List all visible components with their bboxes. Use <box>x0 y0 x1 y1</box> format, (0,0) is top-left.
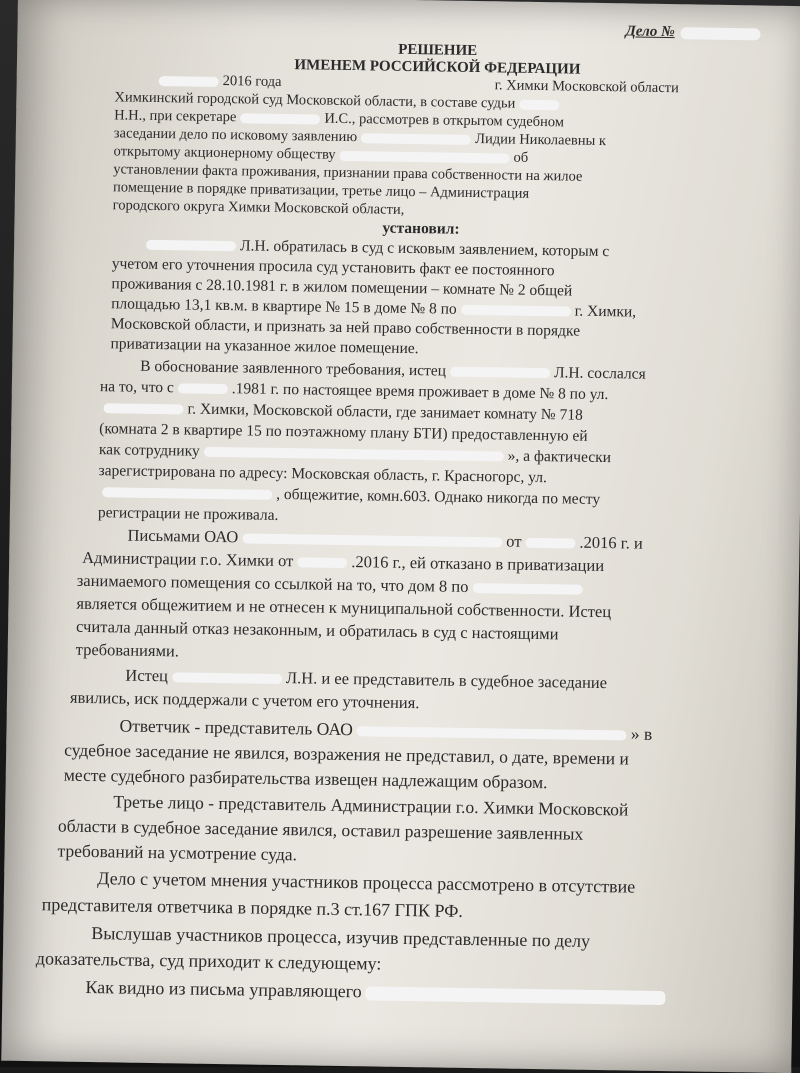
redaction <box>681 27 761 40</box>
p5-line-1: Ответчик - представитель ОАО » в <box>119 715 653 744</box>
redaction <box>297 557 347 568</box>
p3-line-6: требованиями. <box>75 639 180 661</box>
intro-line-5: установлении факта проживания, признании права собственности на жилое <box>113 161 583 185</box>
redaction <box>340 151 510 164</box>
p2-line-4: (комната 2 в квартире 15 по поэтажному плану БТИ) предоставленную ей <box>99 420 588 445</box>
intro-line-7: городского округа Химки Московской области, <box>112 197 405 218</box>
p2-line-1: В обоснование заявленного требования, истец Л.Н. сослался <box>140 357 646 383</box>
p8-line-1: Выслушав участников процесса, изучив представленные по делу <box>91 923 591 951</box>
case-number: Дело № <box>625 23 760 42</box>
p1-line-3: проживания с 28.10.1981 г. в жилом помещении – комнате № 2 общей <box>111 275 573 300</box>
p6-line-2: области в судебное заседание явился, оставил разрешение заявленных <box>57 815 584 844</box>
redaction <box>103 404 183 415</box>
p2-line-3: г. Химки, Московской области, где занимает комнату № 718 <box>99 399 583 425</box>
p5-line-2: судебное заседание не явился, возражения не представил, о дате, времени и <box>64 739 630 769</box>
redaction <box>366 986 666 1005</box>
p6-line-1: Третье лицо - представитель Администрации г.о. Химки Московской <box>113 791 629 820</box>
redaction <box>472 583 582 595</box>
p8-line-2: доказательства, суд приходит к следующему: <box>35 948 382 974</box>
p1-line-6: приватизации на указанное жилое помещение. <box>110 335 419 358</box>
p1-line-4: площадью 13,1 кв.м. в квартире № 15 в доме № 8 по г. Химки, <box>111 295 637 321</box>
intro-line-3: заседании дело по исковому заявлению Лидии Николаевны к <box>113 125 607 150</box>
p3-line-3: занимаемого помещения со ссылкой на то, что дом 8 по <box>77 571 587 599</box>
document-page <box>1 0 800 1073</box>
p9-line-1: Как видно из письма управляющего <box>85 977 670 1007</box>
redaction <box>204 447 504 462</box>
p6-line-3: требований на усмотрение суда. <box>57 840 298 865</box>
p4-line-2: явились, иск поддержали с учетом его уточнения. <box>69 687 420 713</box>
p2-line-6: зарегистрирована по адресу: Московская область, г. Красногорс, ул. <box>98 462 548 487</box>
p1-line-1: Л.Н. обратилась в суд с исковым заявлением, которым с <box>142 236 609 261</box>
redaction <box>240 113 320 124</box>
redaction <box>102 488 272 501</box>
redaction <box>159 76 219 87</box>
p5-line-3: месте судебного разбирательства извещен надлежащим образом. <box>63 764 548 793</box>
p2-line-5: как сотруднику », а фактически <box>98 441 612 467</box>
document-title: РЕШЕНИЕ <box>398 41 478 60</box>
p3-line-1: Письмами ОАО от .2016 г. и <box>127 525 643 553</box>
p3-line-2: Администрации г.о. Химки от .2016 г., ей отказано в приватизации <box>82 547 605 576</box>
redaction <box>461 305 571 317</box>
redaction <box>519 99 559 110</box>
redaction <box>361 133 471 145</box>
p1-line-2: учетом его уточнения просила суд установить факт ее постоянного <box>111 255 555 280</box>
p3-line-4: является общежитием и не отнесен к муниципальной собственности. Истец <box>76 593 612 622</box>
p7-line-1: Дело с учетом мнения участников процесса рассмотрено в отсутствие <box>97 868 636 897</box>
intro-line-4: открытому акционерному обществу об <box>113 143 529 166</box>
established-heading: установил: <box>382 219 460 238</box>
redaction <box>357 726 627 740</box>
redaction <box>172 673 282 685</box>
p4-line-1: Истец Л.Н. и ее представитель в судебное заседание <box>125 665 608 693</box>
redaction <box>146 240 236 251</box>
p2-line-2: на то, что с .1981 г. по настоящее время проживает в доме № 8 по ул. <box>99 378 609 404</box>
redaction <box>450 367 550 379</box>
p1-line-5: Московской области, и признать за ней право собственности в порядке <box>110 315 581 340</box>
p3-line-5: считала данный отказ незаконным, и обратилась в суд с настоящими <box>75 616 559 644</box>
document-subtitle: ИМЕНЕМ РОССИЙСКОЙ ФЕДЕРАЦИИ <box>294 57 581 78</box>
redaction <box>178 384 228 395</box>
p7-line-2: представителя ответчика в порядке п.3 ст.167 ГПК РФ. <box>41 894 464 921</box>
decision-date: 2016 года <box>155 72 282 91</box>
intro-line-2: Н.Н., при секретаре И.С., рассмотрев в открытом судебном <box>114 107 565 131</box>
intro-line-1: Химкинский городской суд Московской области, в составе судьи <box>114 89 754 116</box>
intro-line-6: помещение в порядке приватизации, третье лицо – Администрация <box>112 179 530 202</box>
p2-line-7: , общежитие, комн.603. Однако никогда по месту <box>98 483 600 509</box>
p2-line-8: регистрации не проживала. <box>97 504 279 524</box>
decision-place: г. Химки Московской области <box>494 77 679 97</box>
document-content <box>35 5 791 1002</box>
redaction <box>525 538 575 549</box>
redaction <box>242 534 502 548</box>
